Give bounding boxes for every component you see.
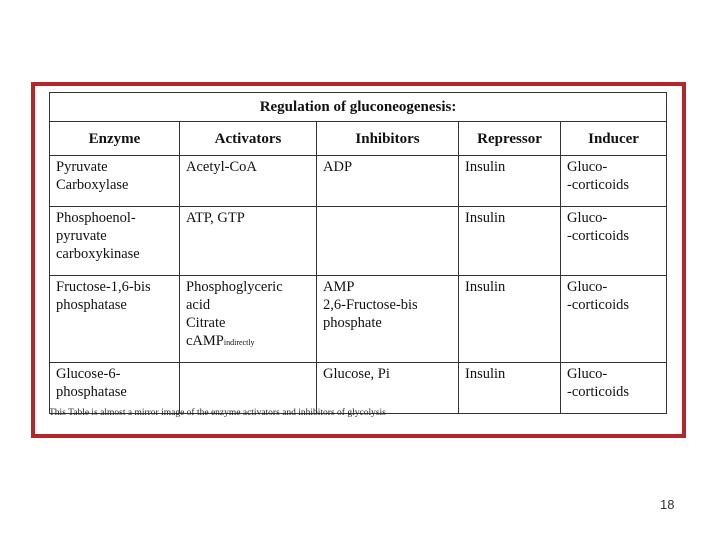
enzyme-line: pyruvate bbox=[56, 228, 107, 244]
activator-note: indirectly bbox=[223, 338, 255, 347]
activator-line: Acetyl-CoA bbox=[186, 159, 257, 175]
inducer-cell bbox=[561, 207, 667, 276]
enzyme-cell bbox=[50, 276, 180, 363]
table-row bbox=[50, 276, 667, 363]
inducer-line: -corticoids bbox=[567, 228, 630, 244]
inducer-line: -corticoids bbox=[567, 297, 630, 313]
inducer-line: Gluco- bbox=[567, 279, 608, 295]
header-repressor: Repressor bbox=[459, 122, 561, 156]
header-inducer: Inducer bbox=[561, 122, 667, 156]
inhibitor-line: AMP bbox=[323, 279, 355, 295]
repressor-cell bbox=[459, 276, 561, 363]
table-footnote: This Table is almost a mirror image of the enzyme activators and inhibitors of glycolysis bbox=[49, 408, 386, 418]
table-frame bbox=[31, 82, 686, 438]
inducer-line: Gluco- bbox=[567, 159, 608, 175]
inducer-line: Gluco- bbox=[567, 366, 608, 382]
repressor-cell bbox=[459, 156, 561, 207]
table-row bbox=[50, 156, 667, 207]
repressor-line: Insulin bbox=[465, 366, 506, 382]
inhibitor-line: ADP bbox=[323, 159, 353, 175]
repressor-cell bbox=[459, 207, 561, 276]
repressor-cell bbox=[459, 363, 561, 414]
inhibitors-cell bbox=[317, 276, 459, 363]
inducer-cell bbox=[561, 156, 667, 207]
inhibitor-line: 2,6-Fructose-bis bbox=[323, 297, 418, 313]
enzyme-cell bbox=[50, 156, 180, 207]
activators-cell bbox=[180, 207, 317, 276]
inducer-cell bbox=[561, 276, 667, 363]
activators-cell bbox=[180, 156, 317, 207]
enzyme-line: phosphatase bbox=[56, 297, 127, 313]
enzyme-line: carboxykinase bbox=[56, 246, 140, 262]
header-inhibitors: Inhibitors bbox=[317, 122, 459, 156]
inducer-line: Gluco- bbox=[567, 210, 608, 226]
inducer-cell bbox=[561, 363, 667, 414]
enzyme-cell bbox=[50, 207, 180, 276]
activator-line: Phosphoglyceric bbox=[186, 279, 283, 295]
table-title: Regulation of gluconeogenesis: bbox=[50, 93, 667, 122]
inhibitors-cell bbox=[317, 363, 459, 414]
inhibitor-line: phosphate bbox=[323, 315, 382, 331]
enzyme-line: Glucose-6- bbox=[56, 366, 121, 382]
activator-line: acid bbox=[186, 297, 211, 313]
repressor-line: Insulin bbox=[465, 279, 506, 295]
header-activators: Activators bbox=[180, 122, 317, 156]
repressor-line: Insulin bbox=[465, 159, 506, 175]
table-row bbox=[50, 363, 667, 414]
activator-line: ATP, GTP bbox=[186, 210, 245, 226]
inducer-line: -corticoids bbox=[567, 177, 630, 193]
activators-cell bbox=[180, 276, 317, 363]
header-enzyme: Enzyme bbox=[50, 122, 180, 156]
gluconeogenesis-table bbox=[49, 92, 667, 414]
inhibitors-cell bbox=[317, 156, 459, 207]
inhibitors-cell bbox=[317, 207, 459, 276]
inhibitor-line: Glucose, Pi bbox=[323, 366, 390, 382]
repressor-line: Insulin bbox=[465, 210, 506, 226]
table-row bbox=[50, 207, 667, 276]
activator-line-camp bbox=[186, 332, 310, 352]
enzyme-line: Carboxylase bbox=[56, 177, 129, 193]
activator-line: Citrate bbox=[186, 315, 226, 331]
enzyme-line: Pyruvate bbox=[56, 159, 108, 175]
enzyme-line: Fructose-1,6-bis bbox=[56, 279, 151, 295]
enzyme-cell bbox=[50, 363, 180, 414]
activator-camp: cAMP bbox=[186, 333, 224, 349]
enzyme-line: Phosphoenol- bbox=[56, 210, 136, 226]
enzyme-line: phosphatase bbox=[56, 384, 127, 400]
inducer-line: -corticoids bbox=[567, 384, 630, 400]
page-number: 18 bbox=[660, 497, 675, 512]
activators-cell bbox=[180, 363, 317, 414]
